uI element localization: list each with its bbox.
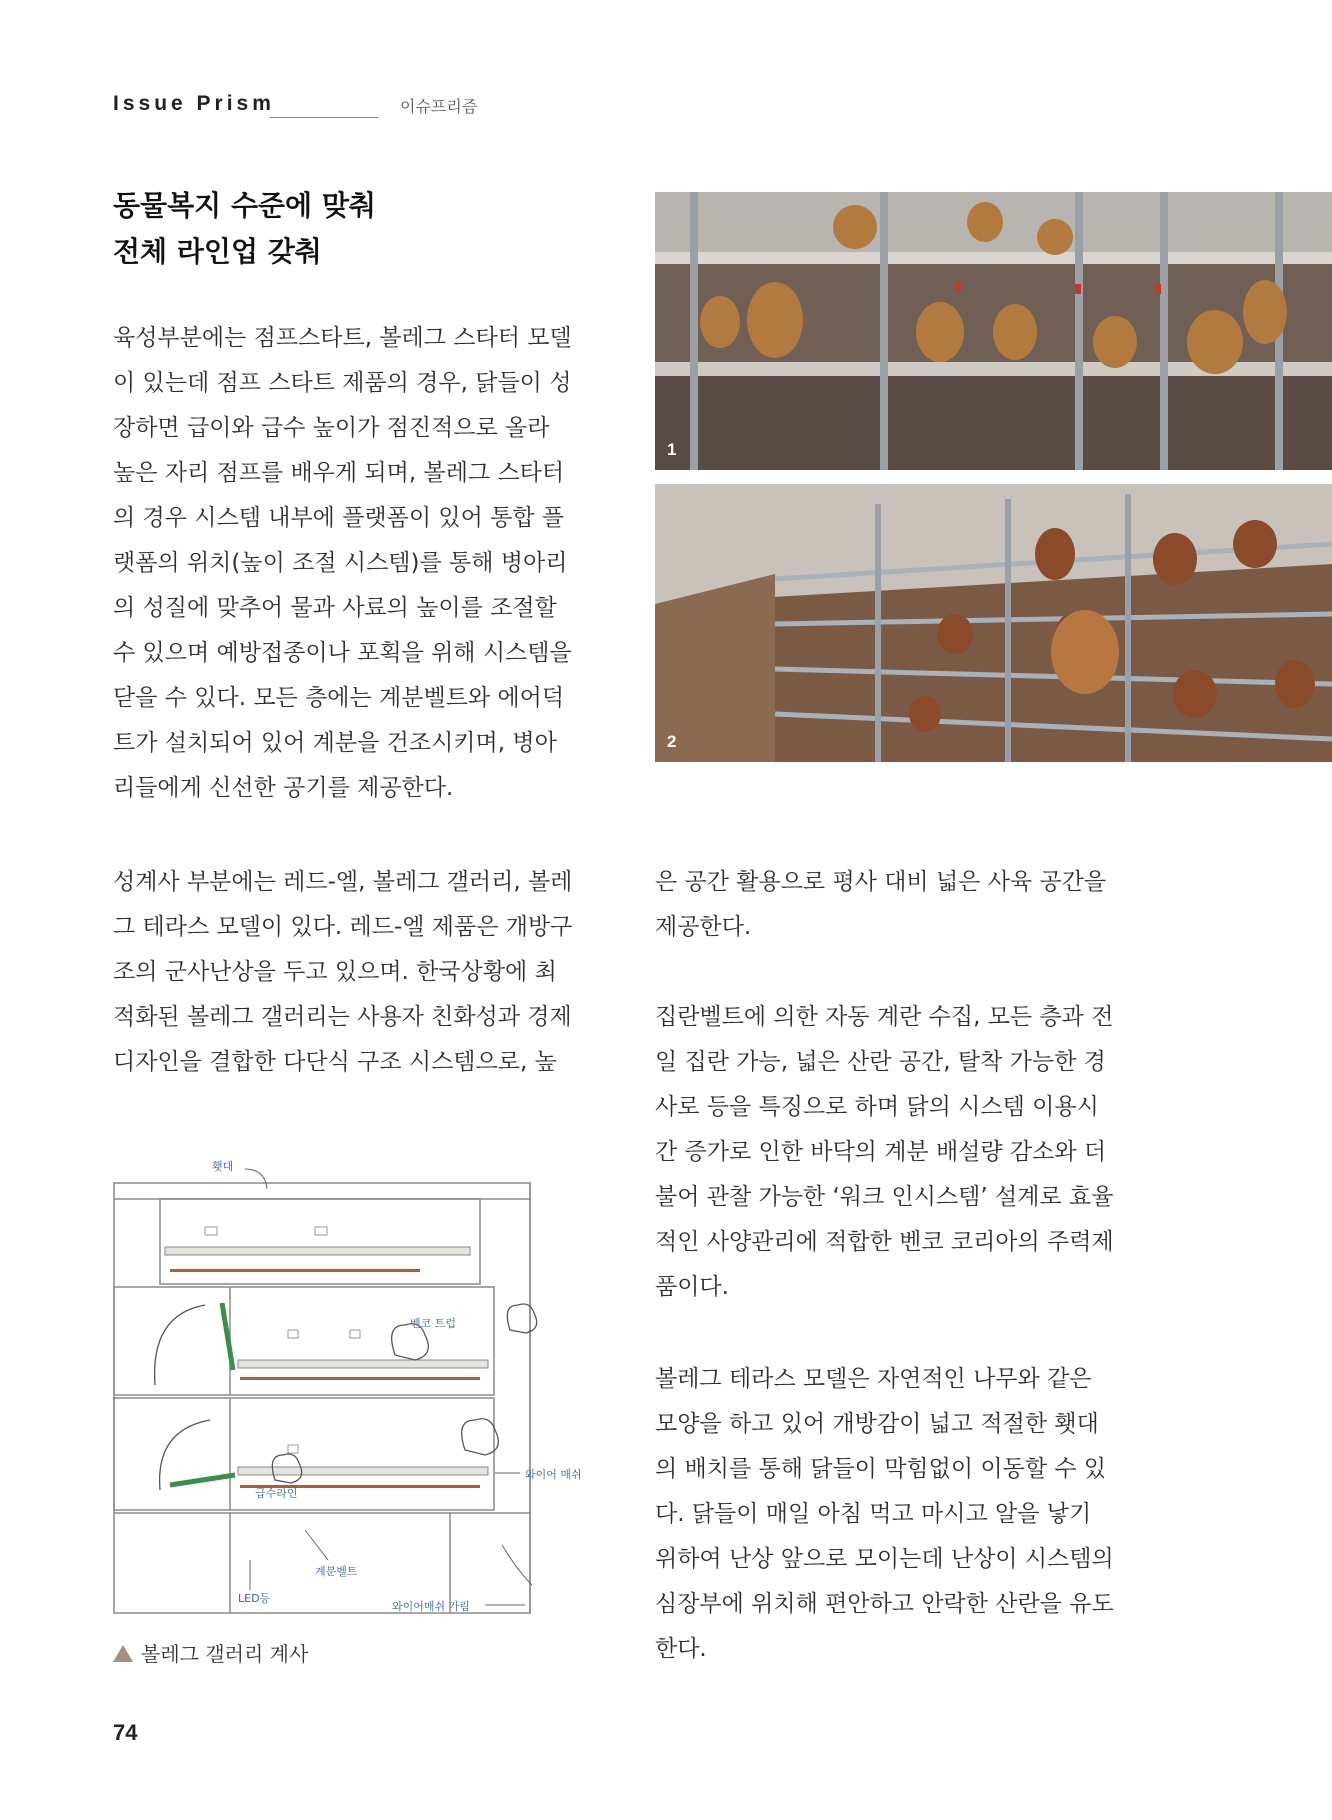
section-header-korean: 이슈프리즘	[400, 97, 478, 116]
caption-text: 볼레그 갤러리 계사	[141, 1642, 309, 1666]
page-number: 74	[113, 1720, 138, 1745]
chicken-photo-1	[655, 192, 1332, 470]
label-manure-belt: 계분벨트	[315, 1565, 358, 1578]
photo-number-1: 1	[667, 440, 677, 459]
title-line-1: 동물복지 수준에 맞춰	[113, 189, 376, 222]
header-divider	[270, 117, 378, 118]
caption-triangle-icon	[113, 1645, 133, 1662]
aviary-system-diagram	[110, 1155, 600, 1625]
article-title	[113, 183, 376, 275]
label-perch: 횃대	[212, 1160, 234, 1173]
photo-number-2: 2	[667, 732, 677, 751]
right-paragraph-3: 볼레그 테라스 모델은 자연적인 나무와 같은 모양을 하고 있어 개방감이 넓고 적절한 횃대 의 배치를 통해 닭들이 막힘없이 이동할 수 있 다. 닭들이 매일 아침 먹고 마시고 알을 낳기 위하여 난상 앞으로 모이는데 난상이 시스템의 심장부에 위치해 편안하고 안락한 산란을 유도 한다.	[655, 1366, 1114, 1662]
label-wire-mesh: 와이어 매쉬	[525, 1468, 582, 1481]
label-led: LED등	[238, 1592, 271, 1605]
right-paragraph-1: 은 공간 활용으로 평사 대비 넓은 사육 공간을 제공한다.	[655, 869, 1107, 940]
label-mesh-cover: 와이어매쉬 가림	[392, 1600, 470, 1613]
diagram-caption	[113, 1638, 308, 1667]
label-trough: 벤코 트럽	[410, 1317, 457, 1330]
right-paragraph-2: 집란벨트에 의한 자동 계란 수집, 모든 층과 전 일 집란 가능, 넓은 산란 공간, 탈착 가능한 경 사로 등을 특징으로 하며 닭의 시스템 이용시 간 증가로 인한 바닥의 계분 배설량 감소와 더 불어 관찰 가능한 ‘워크 인시스템’ 설계로 효율 적인 사양관리에 적합한 벤코 코리아의 주력제 품이다.	[655, 1004, 1114, 1300]
label-water-line: 급수라인	[255, 1487, 298, 1500]
chicken-photo-2	[655, 484, 1332, 762]
section-header-title: Issue Prism	[113, 92, 275, 115]
title-line-2: 전체 라인업 갖춰	[113, 235, 322, 268]
left-paragraph-1: 육성부분에는 점프스타트, 볼레그 스타터 모델 이 있는데 점프 스타트 제품의 경우, 닭들이 성 장하면 급이와 급수 높이가 점진적으로 올라 높은 자리 점프를 배우게 되며, 볼레그 스타터 의 경우 시스템 내부에 플랫폼이 있어 통합 플 랫폼의 위치(높이 조절 시스템)를 통해 병아리 의 성질에 맞추어 물과 사료의 높이를 조절할 수 있으며 예방접종이나 포획을 위해 시스템을 닫을 수 있다. 모든 층에는 계분벨트와 에어덕 트가 설치되어 있어 계분을 건조시키며, 병아 리들에게 신선한 공기를 제공한다.	[113, 325, 572, 801]
left-paragraph-2: 성계사 부분에는 레드-엘, 볼레그 갤러리, 볼레 그 테라스 모델이 있다. 레드-엘 제품은 개방구 조의 군사난상을 두고 있으며. 한국상황에 최 적화된 볼레그 갤러리는 사용자 친화성과 경제 디자인을 결합한 다단식 구조 시스템으로, 높	[113, 869, 573, 1075]
